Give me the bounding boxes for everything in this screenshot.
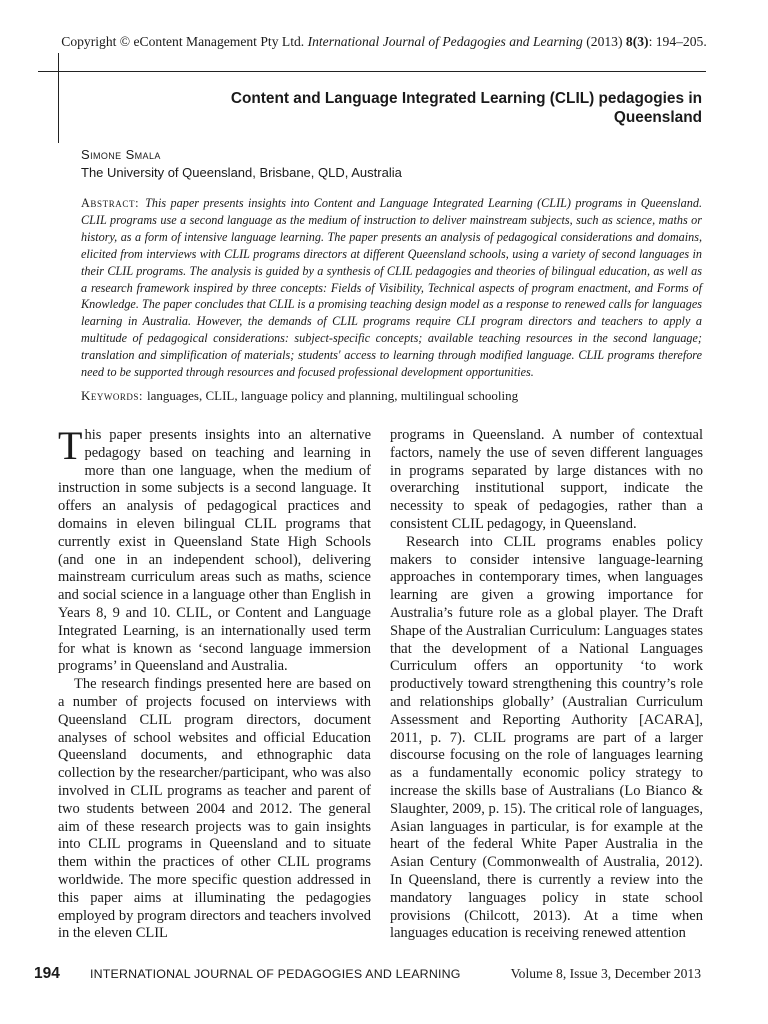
copyright-pages: : 194–205. (648, 34, 707, 49)
abstract-label: Abstract: (81, 196, 140, 210)
paragraph: The research findings presented here are based on a number of projects focused on interviews with Queensland CLIL program directors, document analyses of school websites and official Education Queensland documents, and ethnographic data collection by the researcher/participant, who was also involved in CLIL programs as teacher and parent of two students between 2004 and 2012. The general aim of these research projects was to gain insights into CLIL programs in Queensland and to situate them within the practices of other CLIL programs worldwide. The more specific question addressed in this paper aims at illuminating the pedagogies employed by program directors and teachers involved in the eleven CLIL (58, 676, 371, 942)
copyright-volume: 8 (625, 34, 633, 49)
paragraph: programs in Queensland. A number of contextual factors, namely the use of seven different languages in programs separated by large distances with no overarching institutional support, indicate the necessity to speak of pedagogies, rather than a consistent CLIL pedagogy, in Queensland. (390, 427, 703, 532)
keywords (81, 388, 518, 404)
drop-cap: T (58, 423, 83, 468)
footer-journal-name: INTERNATIONAL JOURNAL OF PEDAGOGIES AND LEARNING (90, 967, 461, 981)
paragraph: Research into CLIL programs enables policy makers to consider intensive language-learning approaches in contemporary times, when languages learning are given a growing importance for Australia’s future role as a global player. The Draft Shape of the Australian Curriculum: Languages states that the development of a National Languages Curriculum offers an opportunity ‘to work productively toward strengthening this country’s role and relationships globally’ (Australian Curriculum Assessment and Reporting Authority [ACARA], 2011, p. 7). CLIL programs are part of a larger discourse focusing on the role of languages learning as a fundamentally economic policy strategy to increase the skills base of Australians (Lo Bianco & Slaughter, 2009, p. 15). The critical role of languages, Asian languages in particular, is for example at the heart of the federal White Paper Australia in the Asian Century (Commonwealth of Australia, 2012). In Queensland, there is currently a review into the mandatory languages policy in state school provisions (Chilcott, 2013). At a time when languages education is receiving renewed attention (390, 533, 703, 942)
corner-rule-vertical (58, 53, 59, 143)
paragraph (58, 423, 371, 676)
copyright-year: (2013) (586, 34, 623, 49)
header-rule (38, 71, 706, 72)
author-name: Simone Smala (81, 147, 161, 162)
body-column-right (390, 427, 703, 943)
page-number: 194 (34, 965, 60, 982)
paragraph-text: his paper presents insights into an alternative pedagogy based on teaching and learning in more than one language, when the medium of instruction in some subjects is a second language. It offers an analysis of pedagogical practices and domains in eleven bilingual CLIL programs that currently exist in Queensland State High Schools (and one in an independent school), delivering mainstream curriculum areas such as maths, science and social science in a language other than English in Years 8, 9 and 10. CLIL, or Content and Language Integrated Learning, is an internationally used term for what is known as ‘second language immersion programs’ in Queensland and Australia. (58, 427, 371, 675)
author-affiliation: The University of Queensland, Brisbane, QLD, Australia (81, 165, 402, 180)
copyright-plain: Copyright © eContent Management Pty Ltd. (61, 34, 305, 49)
copyright-line (0, 34, 768, 50)
abstract-text: This paper presents insights into Content and Language Integrated Learning (CLIL) programs in Queensland. CLIL programs use a second language as the medium of instruction to deliver mainstream subjects, such as science, maths or history, as a form of intensive language learning. The paper presents an analysis of pedagogical considerations and domains, elicited from interviews with CLIL programs directors at different Queensland schools, using a variety of second languages in their CLIL programs. The analysis is guided by a synthesis of CLIL pedagogies and theories of bilingual education, as well as a research framework inspired by three concepts: Fields of Visibility, Technical aspects of program enactment, and Forms of Knowledge. The paper concludes that CLIL is a promising teaching design model as a response to renewed calls for languages learning in Australia. However, the demands of CLIL programs require CLI program directors and teachers to apply a multitude of pedagogical considerations: subject-specific concepts; available teaching resources in the second language; translation and simplification of materials; students' access to learning through modified language. CLIL programs therefore need to be supported through resources and focused professional development opportunities. (81, 196, 702, 380)
body-column-left (58, 423, 371, 943)
footer-volume-info: Volume 8, Issue 3, December 2013 (510, 966, 701, 981)
copyright-issue: (3) (632, 34, 649, 49)
keywords-label: Keywords: (81, 388, 143, 403)
abstract (81, 195, 702, 381)
article-title: Content and Language Integrated Learning (CLIL) pedagogies in Queensland (230, 90, 702, 126)
copyright-journal: International Journal of Pedagogies and Learning (307, 34, 583, 49)
keywords-text: languages, CLIL, language policy and planning, multilingual schooling (147, 388, 519, 403)
